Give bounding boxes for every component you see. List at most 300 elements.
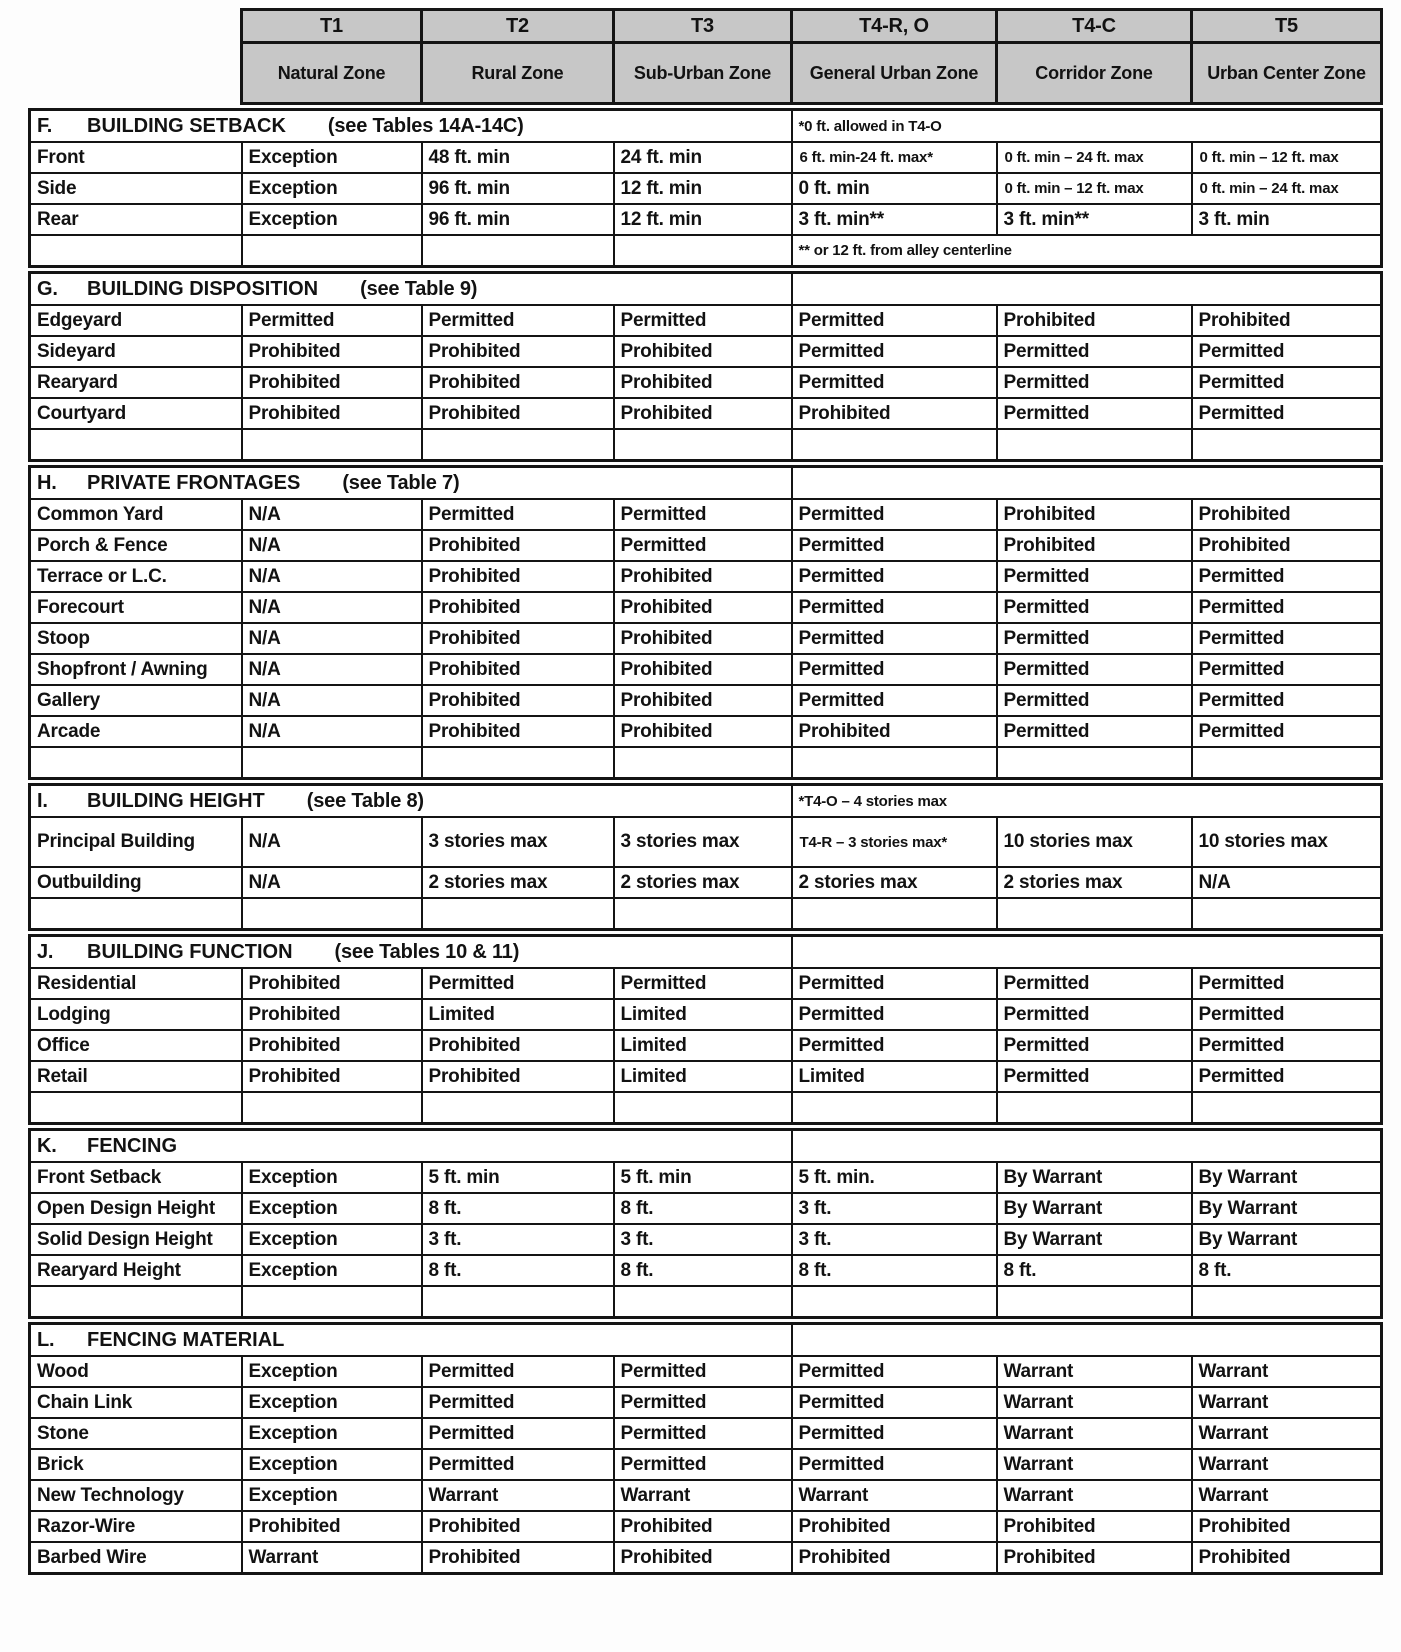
zone-name: Corridor Zone <box>997 43 1192 104</box>
row-label: Solid Design Height <box>30 1224 242 1255</box>
cell-value: Prohibited <box>792 398 997 429</box>
cell-value: By Warrant <box>997 1193 1192 1224</box>
empty-cell <box>422 235 614 267</box>
cell-value: Permitted <box>1192 968 1382 999</box>
cell-value: 5 ft. min <box>422 1162 614 1193</box>
cell-value: Permitted <box>792 685 997 716</box>
row-label: Stoop <box>30 623 242 654</box>
cell-value: Permitted <box>792 968 997 999</box>
cell-value: Exception <box>242 142 422 173</box>
cell-value: Permitted <box>792 530 997 561</box>
cell-value: 6 ft. min-24 ft. max* <box>792 142 997 173</box>
cell-value: Exception <box>242 204 422 235</box>
table-row <box>30 499 1382 530</box>
section-ref: (see Tables 10 & 11) <box>334 940 520 963</box>
section-title <box>30 936 792 969</box>
cell-value: N/A <box>242 592 422 623</box>
cell-value: Prohibited <box>242 1511 422 1542</box>
empty-cell <box>242 898 422 930</box>
empty-cell <box>792 1092 997 1124</box>
empty-cell <box>614 1286 792 1318</box>
row-label: Common Yard <box>30 499 242 530</box>
cell-value: Permitted <box>792 592 997 623</box>
row-label: Razor-Wire <box>30 1511 242 1542</box>
table-row <box>30 1224 1382 1255</box>
zone-names-row <box>242 43 1382 104</box>
row-label: Principal Building <box>30 817 242 867</box>
table-row <box>30 1418 1382 1449</box>
empty-cell <box>242 429 422 461</box>
cell-value: Permitted <box>792 623 997 654</box>
cell-value: Permitted <box>1192 1061 1382 1092</box>
empty-cell <box>422 1092 614 1124</box>
cell-value: Prohibited <box>614 1511 792 1542</box>
section-name: BUILDING HEIGHT <box>87 789 265 812</box>
cell-value: 12 ft. min <box>614 173 792 204</box>
empty-cell <box>614 235 792 267</box>
cell-value: Warrant <box>997 1418 1192 1449</box>
cell-value: By Warrant <box>1192 1162 1382 1193</box>
empty-cell <box>1192 429 1382 461</box>
cell-value: 3 ft. <box>422 1224 614 1255</box>
section-letter: F. <box>37 114 53 137</box>
cell-value: 5 ft. min <box>614 1162 792 1193</box>
empty-cell <box>30 747 242 779</box>
cell-value: Warrant <box>242 1542 422 1574</box>
separator-row <box>30 898 1382 930</box>
table-row <box>30 968 1382 999</box>
cell-value: 8 ft. <box>792 1255 997 1286</box>
cell-value: Permitted <box>614 1387 792 1418</box>
section-letter: I. <box>37 789 48 812</box>
cell-value: Permitted <box>792 305 997 336</box>
cell-value: Prohibited <box>614 1542 792 1574</box>
cell-value: Limited <box>792 1061 997 1092</box>
zone-code: T3 <box>614 10 792 43</box>
table-row <box>30 1480 1382 1511</box>
cell-value: Permitted <box>792 1030 997 1061</box>
zone-code: T4-R, O <box>792 10 997 43</box>
cell-value: Exception <box>242 1480 422 1511</box>
cell-value: T4-R – 3 stories max* <box>792 817 997 867</box>
table-row <box>30 999 1382 1030</box>
row-label: Side <box>30 173 242 204</box>
cell-value: Permitted <box>422 1418 614 1449</box>
cell-value: 3 ft. min** <box>997 204 1192 235</box>
cell-value: Prohibited <box>422 592 614 623</box>
section-ref: (see Table 7) <box>342 471 460 494</box>
cell-value: Permitted <box>1192 592 1382 623</box>
cell-value: Permitted <box>614 1449 792 1480</box>
cell-value: Warrant <box>1192 1418 1382 1449</box>
cell-value: By Warrant <box>1192 1193 1382 1224</box>
cell-value: Prohibited <box>1192 530 1382 561</box>
cell-value: N/A <box>242 530 422 561</box>
cell-value: 10 stories max <box>1192 817 1382 867</box>
cell-value: Permitted <box>614 530 792 561</box>
empty-cell <box>614 747 792 779</box>
zone-name: Sub-Urban Zone <box>614 43 792 104</box>
cell-value: Prohibited <box>614 716 792 747</box>
empty-cell <box>997 898 1192 930</box>
section-header-row <box>30 1130 1382 1163</box>
row-label: Rearyard Height <box>30 1255 242 1286</box>
cell-value: 0 ft. min – 12 ft. max <box>997 173 1192 204</box>
cell-value: N/A <box>242 817 422 867</box>
cell-value: Prohibited <box>422 1030 614 1061</box>
cell-value: Warrant <box>997 1356 1192 1387</box>
cell-value: Prohibited <box>422 716 614 747</box>
row-label: Open Design Height <box>30 1193 242 1224</box>
cell-value: Permitted <box>1192 623 1382 654</box>
section-h <box>28 465 1383 780</box>
section-header-note <box>792 467 1382 500</box>
zone-header-table <box>240 8 1383 105</box>
empty-cell <box>242 235 422 267</box>
cell-value: 2 stories max <box>614 867 792 898</box>
cell-value: Warrant <box>1192 1356 1382 1387</box>
empty-cell <box>422 429 614 461</box>
row-label: Shopfront / Awning <box>30 654 242 685</box>
cell-value: Prohibited <box>614 398 792 429</box>
section-ref: (see Table 9) <box>360 277 478 300</box>
cell-value: 12 ft. min <box>614 204 792 235</box>
section-name: PRIVATE FRONTAGES <box>87 471 301 494</box>
row-label: Rear <box>30 204 242 235</box>
section-j <box>28 934 1383 1125</box>
cell-value: Permitted <box>1192 336 1382 367</box>
empty-cell <box>792 898 997 930</box>
section-name: BUILDING SETBACK <box>87 114 286 137</box>
cell-value: Permitted <box>422 968 614 999</box>
cell-value: Permitted <box>792 1387 997 1418</box>
cell-value: Prohibited <box>422 1511 614 1542</box>
empty-cell <box>30 898 242 930</box>
cell-value: 2 stories max <box>997 867 1192 898</box>
section-i <box>28 783 1383 931</box>
cell-value: N/A <box>242 685 422 716</box>
cell-value: Prohibited <box>997 1511 1192 1542</box>
empty-cell <box>30 429 242 461</box>
cell-value: Warrant <box>997 1387 1192 1418</box>
table-row <box>30 204 1382 235</box>
cell-value: 0 ft. min – 24 ft. max <box>997 142 1192 173</box>
empty-cell <box>1192 898 1382 930</box>
cell-value: 8 ft. <box>1192 1255 1382 1286</box>
cell-value: Permitted <box>792 654 997 685</box>
zone-code: T2 <box>422 10 614 43</box>
section-header-note <box>792 273 1382 306</box>
section-letter: L. <box>37 1328 55 1351</box>
section-name: FENCING MATERIAL <box>87 1328 285 1351</box>
table-row <box>30 592 1382 623</box>
cell-value: Permitted <box>422 1449 614 1480</box>
section-ref: (see Table 8) <box>306 789 424 812</box>
cell-value: Permitted <box>792 1449 997 1480</box>
cell-value: 10 stories max <box>997 817 1192 867</box>
cell-value: Prohibited <box>1192 1511 1382 1542</box>
cell-value: Prohibited <box>422 398 614 429</box>
cell-value: Prohibited <box>422 336 614 367</box>
table-row <box>30 1387 1382 1418</box>
cell-value: Permitted <box>422 1387 614 1418</box>
row-label: Brick <box>30 1449 242 1480</box>
zone-name: Urban Center Zone <box>1192 43 1382 104</box>
empty-cell <box>614 1092 792 1124</box>
section-header-note <box>792 1324 1382 1357</box>
cell-value: Permitted <box>792 499 997 530</box>
table-row <box>30 1542 1382 1574</box>
cell-value: 2 stories max <box>422 867 614 898</box>
cell-value: Permitted <box>242 305 422 336</box>
cell-value: 5 ft. min. <box>792 1162 997 1193</box>
cell-value: Permitted <box>792 336 997 367</box>
cell-value: Warrant <box>422 1480 614 1511</box>
table-row <box>30 1255 1382 1286</box>
cell-value: N/A <box>242 561 422 592</box>
cell-value: Permitted <box>997 367 1192 398</box>
section-header-note: *T4-O – 4 stories max <box>792 785 1382 818</box>
cell-value: Permitted <box>997 999 1192 1030</box>
separator-row <box>30 1092 1382 1124</box>
section-ref: (see Tables 14A-14C) <box>327 114 524 137</box>
cell-value: 0 ft. min – 12 ft. max <box>1192 142 1382 173</box>
cell-value: Prohibited <box>422 654 614 685</box>
empty-cell <box>997 747 1192 779</box>
zone-code: T1 <box>242 10 422 43</box>
table-row <box>30 1061 1382 1092</box>
cell-value: Permitted <box>997 968 1192 999</box>
sections <box>28 108 1401 1575</box>
table-row <box>30 142 1382 173</box>
cell-value: N/A <box>242 654 422 685</box>
empty-cell <box>997 1092 1192 1124</box>
cell-value: Prohibited <box>997 305 1192 336</box>
section-footer-note: ** or 12 ft. from alley centerline <box>792 235 1382 267</box>
cell-value: 3 ft. min** <box>792 204 997 235</box>
cell-value: Permitted <box>614 1418 792 1449</box>
section-header-row <box>30 110 1382 143</box>
empty-cell <box>1192 1286 1382 1318</box>
empty-cell <box>614 898 792 930</box>
cell-value: Prohibited <box>422 623 614 654</box>
cell-value: Permitted <box>792 367 997 398</box>
empty-cell <box>792 1286 997 1318</box>
cell-value: Warrant <box>1192 1449 1382 1480</box>
section-letter: J. <box>37 940 54 963</box>
row-label: Gallery <box>30 685 242 716</box>
separator-row <box>30 1286 1382 1318</box>
cell-value: Permitted <box>792 561 997 592</box>
cell-value: Permitted <box>997 398 1192 429</box>
zone-name: General Urban Zone <box>792 43 997 104</box>
cell-value: Permitted <box>997 716 1192 747</box>
row-label: Edgeyard <box>30 305 242 336</box>
table-row <box>30 173 1382 204</box>
cell-value: Exception <box>242 1356 422 1387</box>
empty-cell <box>30 1286 242 1318</box>
cell-value: Prohibited <box>792 1542 997 1574</box>
table-row <box>30 367 1382 398</box>
cell-value: By Warrant <box>1192 1224 1382 1255</box>
zone-code: T5 <box>1192 10 1382 43</box>
cell-value: Prohibited <box>614 654 792 685</box>
empty-cell <box>792 429 997 461</box>
cell-value: Prohibited <box>997 1542 1192 1574</box>
cell-value: Permitted <box>422 305 614 336</box>
cell-value: Prohibited <box>792 1511 997 1542</box>
cell-value: 8 ft. <box>422 1255 614 1286</box>
table-row <box>30 398 1382 429</box>
cell-value: Permitted <box>997 685 1192 716</box>
cell-value: 8 ft. <box>614 1255 792 1286</box>
section-name: BUILDING DISPOSITION <box>87 277 319 300</box>
cell-value: Permitted <box>1192 999 1382 1030</box>
cell-value: Exception <box>242 1255 422 1286</box>
empty-cell <box>1192 1092 1382 1124</box>
zone-name: Rural Zone <box>422 43 614 104</box>
table-row <box>30 685 1382 716</box>
section-letter: H. <box>37 471 57 494</box>
row-label: New Technology <box>30 1480 242 1511</box>
cell-value: Prohibited <box>614 561 792 592</box>
table-row <box>30 654 1382 685</box>
cell-value: Permitted <box>997 561 1192 592</box>
table-row <box>30 716 1382 747</box>
section-header-note: *0 ft. allowed in T4-O <box>792 110 1382 143</box>
cell-value: Prohibited <box>242 336 422 367</box>
section-title <box>30 1130 792 1163</box>
table-row <box>30 867 1382 898</box>
section-title <box>30 1324 792 1357</box>
cell-value: Limited <box>614 1030 792 1061</box>
row-label: Wood <box>30 1356 242 1387</box>
cell-value: Prohibited <box>1192 499 1382 530</box>
row-label: Stone <box>30 1418 242 1449</box>
section-header-row <box>30 1324 1382 1357</box>
cell-value: Prohibited <box>242 1030 422 1061</box>
cell-value: By Warrant <box>997 1162 1192 1193</box>
cell-value: Prohibited <box>242 999 422 1030</box>
table-row <box>30 1030 1382 1061</box>
row-label: Residential <box>30 968 242 999</box>
table-row <box>30 561 1382 592</box>
cell-value: Warrant <box>1192 1387 1382 1418</box>
section-f <box>28 108 1383 268</box>
section-letter: K. <box>37 1134 57 1157</box>
table-row <box>30 623 1382 654</box>
section-k <box>28 1128 1383 1319</box>
cell-value: Permitted <box>997 1061 1192 1092</box>
cell-value: 24 ft. min <box>614 142 792 173</box>
row-label: Retail <box>30 1061 242 1092</box>
cell-value: Prohibited <box>792 716 997 747</box>
cell-value: N/A <box>242 867 422 898</box>
cell-value: Exception <box>242 1193 422 1224</box>
section-name: FENCING <box>87 1134 177 1157</box>
cell-value: Prohibited <box>614 592 792 623</box>
empty-cell <box>242 747 422 779</box>
section-footer-row <box>30 235 1382 267</box>
empty-cell <box>614 429 792 461</box>
cell-value: 48 ft. min <box>422 142 614 173</box>
cell-value: Permitted <box>614 499 792 530</box>
row-label: Arcade <box>30 716 242 747</box>
empty-cell <box>1192 747 1382 779</box>
section-title <box>30 785 792 818</box>
section-g <box>28 271 1383 462</box>
cell-value: 3 stories max <box>422 817 614 867</box>
cell-value: Permitted <box>997 623 1192 654</box>
cell-value: Limited <box>614 1061 792 1092</box>
cell-value: Permitted <box>1192 398 1382 429</box>
cell-value: Limited <box>422 999 614 1030</box>
empty-cell <box>792 747 997 779</box>
cell-value: Permitted <box>614 1356 792 1387</box>
cell-value: Exception <box>242 173 422 204</box>
separator-row <box>30 747 1382 779</box>
empty-cell <box>997 1286 1192 1318</box>
empty-cell <box>422 1286 614 1318</box>
section-header-note <box>792 1130 1382 1163</box>
cell-value: Prohibited <box>997 530 1192 561</box>
empty-cell <box>997 429 1192 461</box>
cell-value: By Warrant <box>997 1224 1192 1255</box>
cell-value: Permitted <box>1192 367 1382 398</box>
table-row <box>30 1449 1382 1480</box>
cell-value: Exception <box>242 1449 422 1480</box>
cell-value: Permitted <box>1192 716 1382 747</box>
row-label: Front <box>30 142 242 173</box>
cell-value: Permitted <box>1192 654 1382 685</box>
section-l <box>28 1322 1383 1575</box>
cell-value: Permitted <box>1192 561 1382 592</box>
table-row <box>30 1193 1382 1224</box>
section-header-row <box>30 936 1382 969</box>
cell-value: 3 ft. min <box>1192 204 1382 235</box>
cell-value: 8 ft. <box>614 1193 792 1224</box>
cell-value: Exception <box>242 1162 422 1193</box>
section-title <box>30 110 792 143</box>
cell-value: Prohibited <box>614 623 792 654</box>
cell-value: Prohibited <box>614 336 792 367</box>
cell-value: 3 ft. <box>792 1224 997 1255</box>
cell-value: Permitted <box>792 1418 997 1449</box>
cell-value: 0 ft. min <box>792 173 997 204</box>
empty-cell <box>422 898 614 930</box>
table-row <box>30 530 1382 561</box>
cell-value: Prohibited <box>422 530 614 561</box>
row-label: Sideyard <box>30 336 242 367</box>
section-header-note <box>792 936 1382 969</box>
cell-value: Prohibited <box>1192 305 1382 336</box>
row-label: Rearyard <box>30 367 242 398</box>
cell-value: Prohibited <box>422 1542 614 1574</box>
section-name: BUILDING FUNCTION <box>87 940 293 963</box>
section-header-row <box>30 273 1382 306</box>
cell-value: Warrant <box>614 1480 792 1511</box>
cell-value: Warrant <box>792 1480 997 1511</box>
empty-cell <box>30 235 242 267</box>
cell-value: Prohibited <box>422 685 614 716</box>
cell-value: Warrant <box>997 1480 1192 1511</box>
cell-value: Permitted <box>614 968 792 999</box>
cell-value: Prohibited <box>614 367 792 398</box>
empty-cell <box>242 1286 422 1318</box>
empty-cell <box>242 1092 422 1124</box>
zone-header <box>240 8 1401 105</box>
row-label: Terrace or L.C. <box>30 561 242 592</box>
